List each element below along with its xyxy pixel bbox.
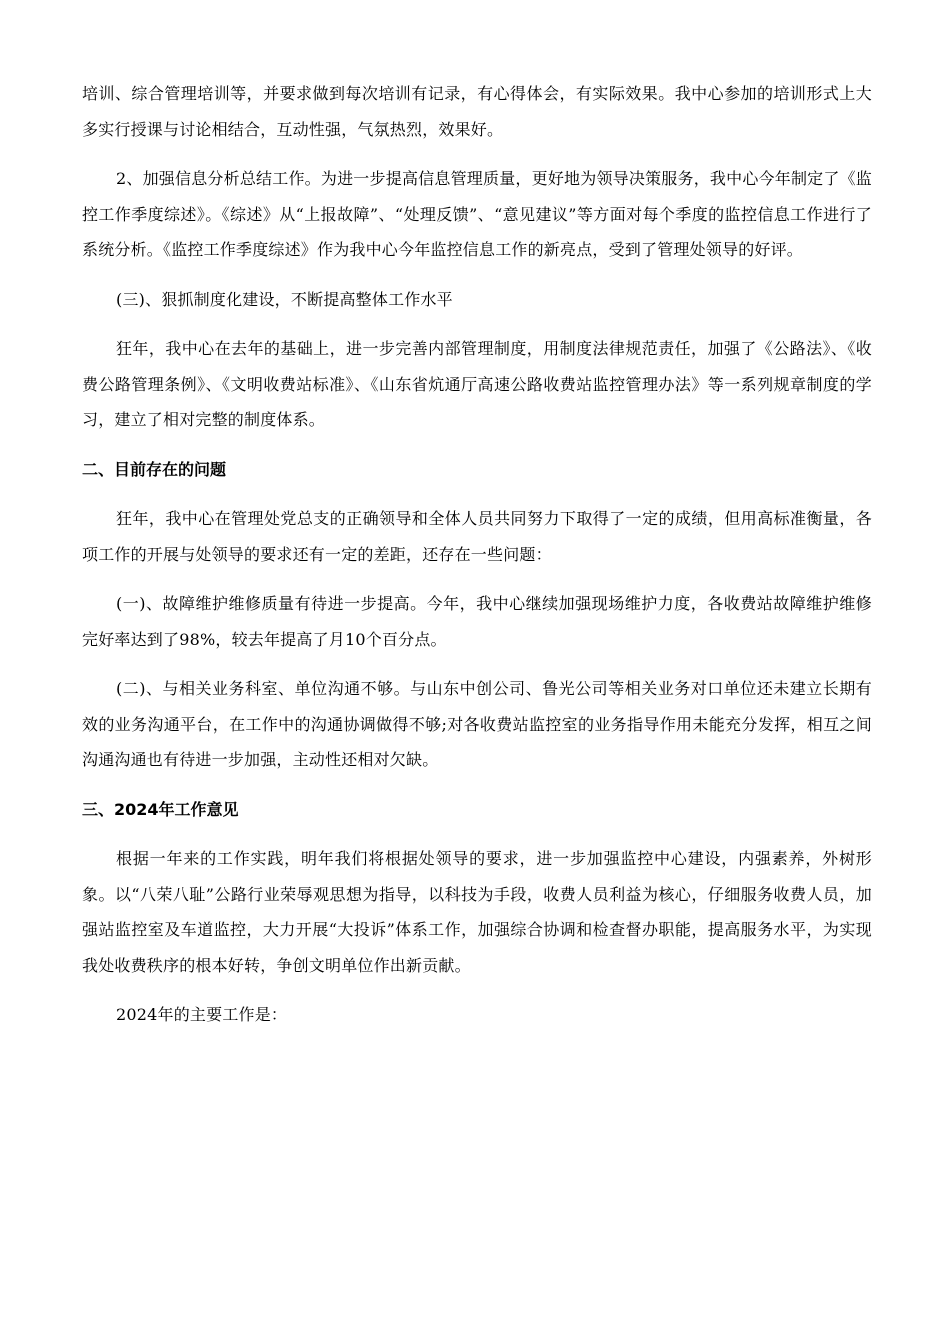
paragraph-info-analysis: 2、加强信息分析总结工作。为进一步提高信息管理质量，更好地为领导决策服务，我中心今年制定了《监控工作季度综述》。《综述》从“上报故障”、“处理反馈”、“意见建议”等方面对每个季度的监控信息工作进行了系统分析。《监控工作季度综述》作为我中心今年监控信息工作的新亮点，受到了管理处领导的好评。: [82, 169, 872, 259]
paragraph-problem-maintenance: (一)、故障维护维修质量有待进一步提高。今年，我中心继续加强现场维护力度，各收费站故障维护维修完好率达到了98%，较去年提高了月10个百分点。: [82, 594, 872, 649]
paragraph-institution-building: 狂年，我中心在去年的基础上，进一步完善内部管理制度，用制度法律规范责任，加强了《公路法》、《收费公路管理条例》、《文明收费站标准》、《山东省炕通厅高速公路收费站监控管理办法》等一系列规章制度的学习，建立了相对完整的制度体系。: [82, 339, 872, 429]
paragraph-problems-intro: 狂年，我中心在管理处党总支的正确领导和全体人员共同努力下取得了一定的成绩，但用高标准衡量，各项工作的开展与处领导的要求还有一定的差距，还存在一些问题：: [82, 509, 872, 564]
document-page: [82, 76, 872, 1047]
section-heading-existing-problems: 二、目前存在的问题: [82, 459, 227, 479]
section-heading-2024-plan: 三、2024年工作意见: [82, 799, 239, 819]
paragraph-2024-main-tasks: 2024年的主要工作是：: [116, 1005, 288, 1024]
subheading-institution-building: (三)、狠抓制度化建设，不断提高整体工作水平: [116, 289, 453, 309]
paragraph-training-summary: 培训、综合管理培训等，并要求做到每次培训有记录，有心得体会，有实际效果。我中心参加的培训形式上大多实行授课与讨论相结合，互动性强，气氛热烈，效果好。: [82, 84, 872, 139]
paragraph-problem-communication: (二)、与相关业务科室、单位沟通不够。与山东中创公司、鲁光公司等相关业务对口单位还未建立长期有效的业务沟通平台，在工作中的沟通协调做得不够;对各收费站监控室的业务指导作用未能充分发挥，相互之间沟通沟通也有待进一步加强，主动性还相对欠缺。: [82, 679, 872, 769]
paragraph-2024-plan: 根据一年来的工作实践，明年我们将根据处领导的要求，进一步加强监控中心建设，内强素养，外树形象。以“八荣八耻”公路行业荣辱观思想为指导，以科技为手段，收费人员利益为核心，仔细服务收费人员，加强站监控室及车道监控，大力开展“大投诉”体系工作，加强综合协调和检查督办职能，提高服务水平，为实现我处收费秩序的根本好转，争创文明单位作出新贡献。: [82, 849, 872, 975]
